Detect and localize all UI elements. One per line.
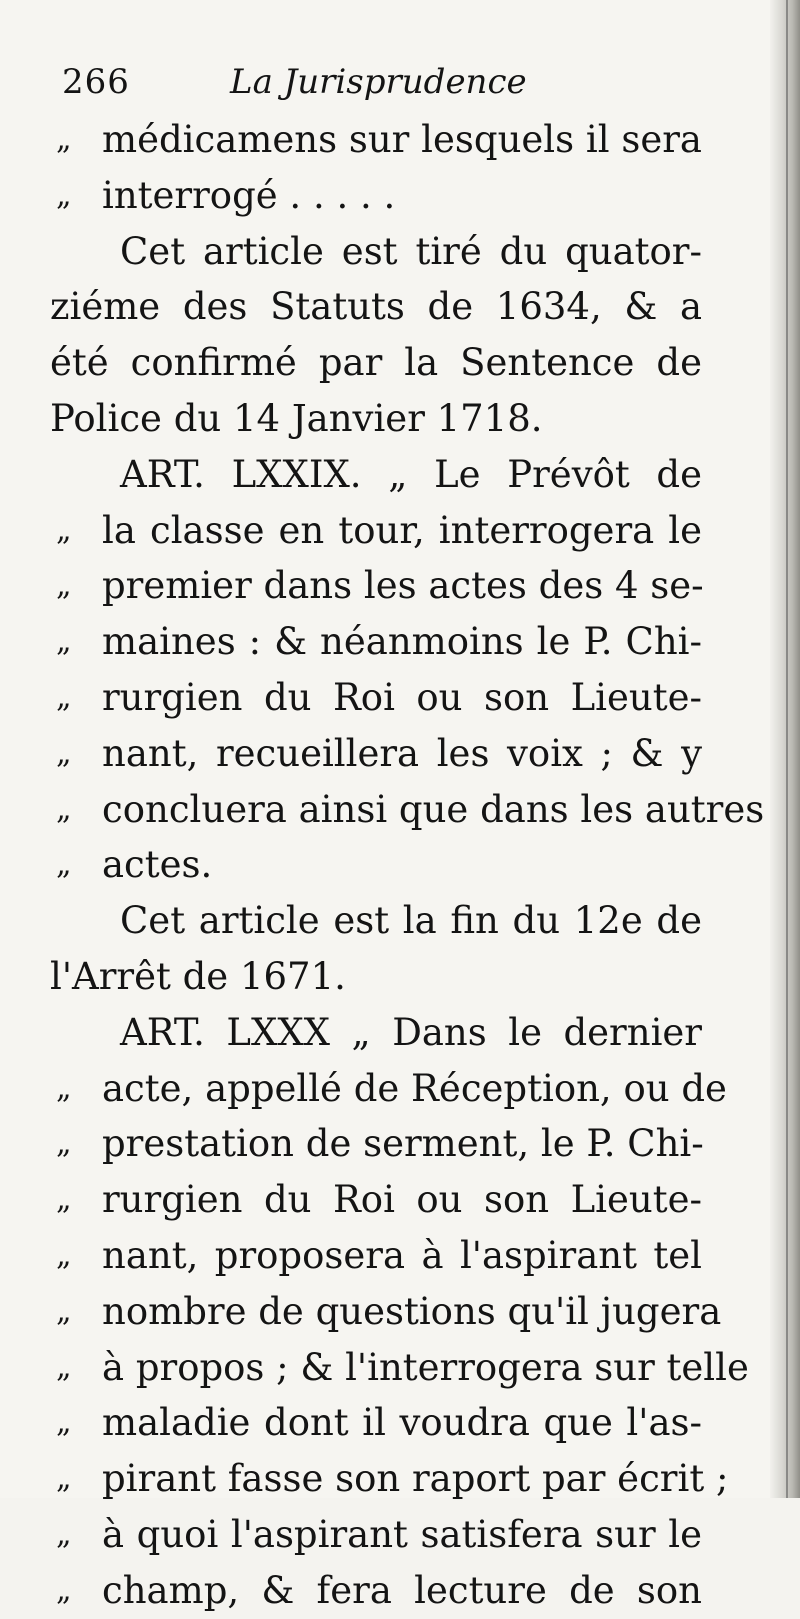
text-line [50,1563,702,1619]
quote-mark: „ [56,624,72,660]
line-text: Police du 14 Janvier 1718. [50,396,543,440]
text-line [50,1395,702,1451]
quote-mark: „ [56,1182,72,1218]
article-heading-line [50,447,702,503]
line-text: pirant fasse son raport par écrit ; [102,1457,729,1501]
text-line [50,1340,749,1396]
quote-mark: „ [56,1516,72,1552]
text-line [50,893,702,949]
text-line [50,1451,729,1507]
quote-mark: „ [56,679,72,715]
line-text: nombre de questions qu'il jugera [102,1289,722,1333]
line-text: premier dans les actes des 4 se- [102,564,704,608]
line-text: maines : & néanmoins le P. Chi- [102,620,702,664]
line-text: interrogé . . . . . [102,173,396,217]
text-line [50,949,702,1005]
line-text: ziéme des Statuts de 1634, & a [50,285,702,329]
body-text [50,112,765,1619]
line-text: nant, recueillera les voix ; & y [102,731,702,775]
line-text: actes. [102,843,213,887]
line-text: ART. LXXIX. „ Le Prévôt de [120,452,702,496]
text-line [50,1116,702,1172]
text-line [50,782,765,838]
quote-mark: „ [56,735,72,771]
quote-mark: „ [56,1237,72,1273]
text-line [50,1284,722,1340]
line-text: rurgien du Roi ou son Lieute- [102,675,702,719]
line-text: la classe en tour, interrogera le [102,508,702,552]
quote-mark: „ [56,1126,72,1162]
line-text: l'Arrêt de 1671. [50,954,346,998]
quote-mark: „ [56,1293,72,1329]
quote-mark: „ [56,1572,72,1608]
line-text: nant, proposera à l'aspirant tel [102,1233,702,1277]
binding-edge [786,0,788,1498]
page-header [62,60,712,110]
text-line [50,1061,727,1117]
quote-mark: „ [56,791,72,827]
text-line [50,558,702,614]
text-line [50,1228,702,1284]
line-text: rurgien du Roi ou son Lieute- [102,1178,702,1222]
text-line [50,391,702,447]
line-text: médicamens sur lesquels il sera [102,118,702,161]
line-text: Cet article est la fin du 12e de [120,899,702,943]
page-number: 266 [62,62,130,102]
text-line [50,670,702,726]
quote-mark: „ [56,1070,72,1106]
line-text: champ, & fera lecture de son [102,1568,702,1612]
line-text: été confirmé par la Sentence de [50,341,702,385]
line-text: concluera ainsi que dans les autres [102,787,765,831]
line-text: ART. LXXX „ Dans le dernier [120,1010,702,1054]
text-line [50,224,702,280]
text-line [50,279,702,335]
article-heading-line [50,1005,702,1061]
line-text: à quoi l'aspirant satisfera sur le [102,1512,702,1556]
text-line [50,1172,702,1228]
text-line [50,168,702,224]
quote-mark: „ [56,1405,72,1441]
quote-mark: „ [56,1461,72,1497]
text-line [50,503,702,559]
quote-mark: „ [56,122,72,157]
text-line [50,726,702,782]
quote-mark: „ [56,847,72,883]
line-text: à propos ; & l'interrogera sur telle [102,1345,749,1389]
text-line [50,837,702,893]
quote-mark: „ [56,177,72,213]
line-text: prestation de serment, le P. Chi- [102,1122,704,1166]
line-text: maladie dont il voudra que l'as- [102,1401,702,1445]
text-line [50,1507,702,1563]
text-line [50,112,702,168]
quote-mark: „ [56,512,72,548]
line-text: Cet article est tiré du quator- [120,229,702,273]
quote-mark: „ [56,1349,72,1385]
page-gutter-shadow [770,0,800,1498]
text-line [50,335,702,391]
text-line [50,614,702,670]
line-text: acte, appellé de Réception, ou de [102,1066,727,1110]
running-title: La Jurisprudence [230,62,527,102]
quote-mark: „ [56,568,72,604]
